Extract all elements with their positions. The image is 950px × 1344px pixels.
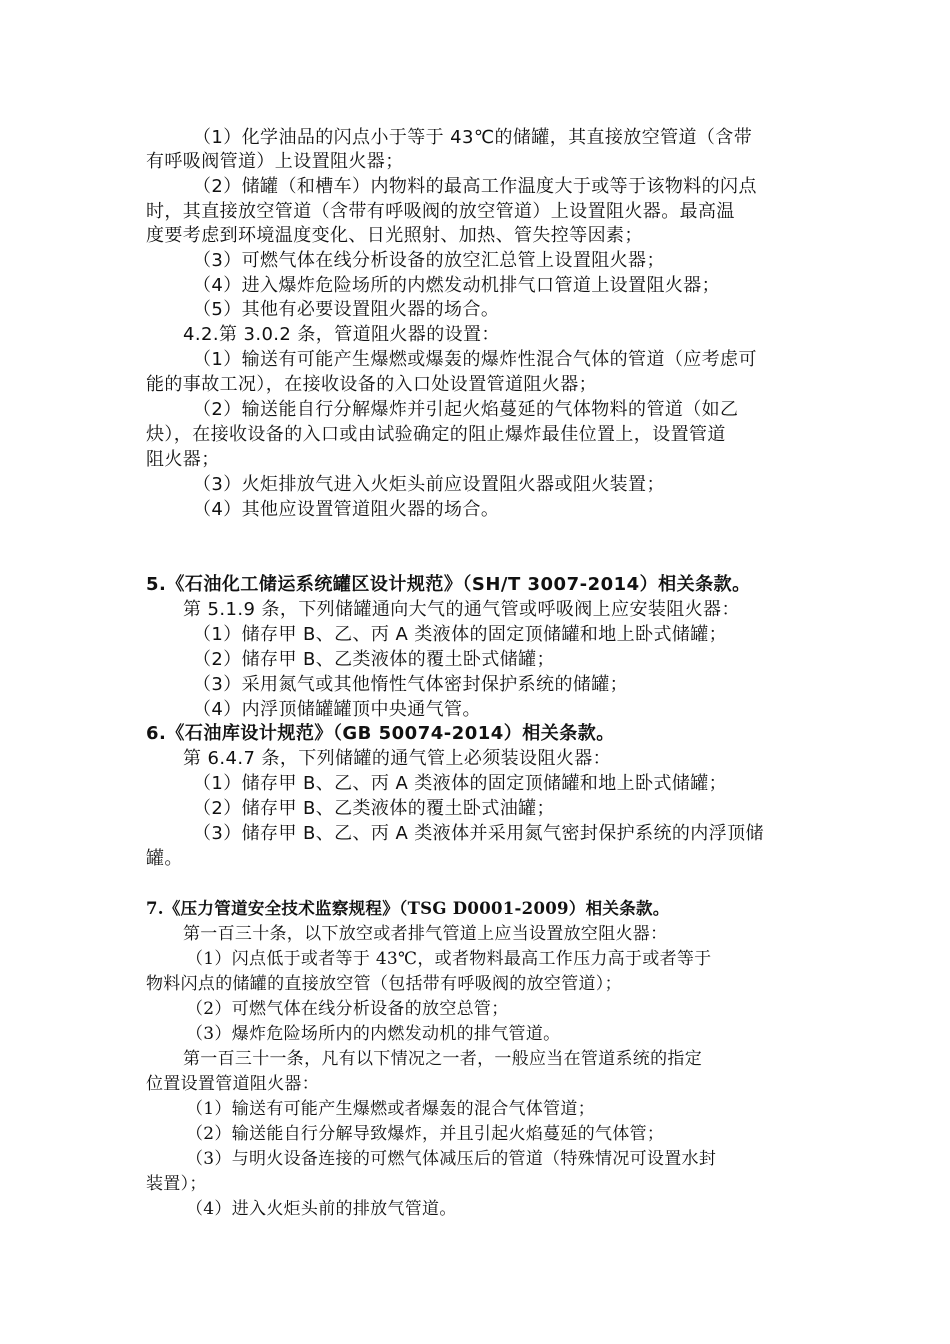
- s5-line-3: （2）储存甲 B、乙类液体的覆土卧式储罐；: [193, 649, 555, 670]
- s4-line-10: （1）输送有可能产生爆燃或爆轰的爆炸性混合气体的管道（应考虑可: [193, 349, 757, 370]
- s7-line-9: （2）输送能自行分解导致爆炸，并且引起火焰蔓延的气体管；: [186, 1124, 665, 1144]
- s4-line-15: （3）火炬排放气进入火炬头前应设置阻火器或阻火装置；: [193, 474, 665, 495]
- s7-line-4: （2）可燃气体在线分析设备的放空总管；: [186, 999, 509, 1019]
- s6-line-2: （1）储存甲 B、乙、丙 A 类液体的固定顶储罐和地上卧式储罐；: [193, 773, 728, 794]
- s7-line-7: 位置设置管道阻火器：: [146, 1074, 319, 1094]
- s7-heading: 7.《压力管道安全技术监察规程》（TSG D0001-2009）相关条款。: [146, 899, 670, 918]
- s5-line-1: 第 5.1.9 条，下列储罐通向大气的通气管或呼吸阀上应安装阻火器：: [183, 599, 740, 620]
- s4-line-4: 时，其直接放空管道（含带有呼吸阀的放空管道）上设置阻火器。最高温: [146, 201, 735, 222]
- s6-heading: 6.《石油库设计规范》（GB 50074-2014）相关条款。: [146, 723, 615, 744]
- s4-line-9: 4.2.第 3.0.2 条，管道阻火器的设置：: [183, 324, 500, 345]
- s6-line-1: 第 6.4.7 条，下列储罐的通气管上必须装设阻火器：: [183, 748, 612, 769]
- s4-line-14: 阻火器；: [146, 449, 220, 470]
- s4-line-3: （2）储罐（和槽车）内物料的最高工作温度大于或等于该物料的闪点: [193, 176, 757, 197]
- s4-line-6: （3）可燃气体在线分析设备的放空汇总管上设置阻火器；: [193, 250, 665, 271]
- s4-line-13: 炔），在接收设备的入口或由试验确定的阻止爆炸最佳位置上，设置管道: [146, 424, 726, 445]
- s4-line-12: （2）输送能自行分解爆炸并引起火焰蔓延的气体物料的管道（如乙: [193, 399, 739, 420]
- s5-line-4: （3）采用氮气或其他惰性气体密封保护系统的储罐；: [193, 674, 629, 695]
- s6-line-3: （2）储存甲 B、乙类液体的覆土卧式油罐；: [193, 798, 555, 819]
- s5-heading: 5.《石油化工储运系统罐区设计规范》（SH/T 3007-2014）相关条款。: [146, 574, 751, 595]
- s4-line-11: 能的事故工况），在接收设备的入口处设置管道阻火器；: [146, 374, 597, 395]
- s6-line-5: 罐。: [146, 848, 183, 869]
- s7-line-1: 第一百三十条，以下放空或者排气管道上应当设置放空阻火器：: [183, 924, 668, 944]
- s7-line-12: （4）进入火炬头前的排放气管道。: [186, 1199, 457, 1219]
- s4-line-2: 有呼吸阀管道）上设置阻火器；: [146, 151, 404, 172]
- s7-line-8: （1）输送有可能产生爆燃或者爆轰的混合气体管道；: [186, 1099, 596, 1119]
- s5-line-2: （1）储存甲 B、乙、丙 A 类液体的固定顶储罐和地上卧式储罐；: [193, 624, 728, 645]
- s7-line-11: 装置）；: [146, 1174, 207, 1194]
- s4-line-7: （4）进入爆炸危险场所的内燃发动机排气口管道上设置阻火器；: [193, 275, 721, 296]
- s4-line-5: 度要考虑到环境温度变化、日光照射、加热、管失控等因素；: [146, 225, 643, 246]
- s4-line-1: （1）化学油品的闪点小于等于 43℃的储罐，其直接放空管道（含带: [193, 127, 753, 148]
- s7-line-2: （1）闪点低于或者等于 43℃，或者物料最高工作压力高于或者等于: [186, 949, 712, 969]
- s4-line-8: （5）其他有必要设置阻火器的场合。: [193, 299, 500, 320]
- s7-line-6: 第一百三十一条，凡有以下情况之一者，一般应当在管道系统的指定: [183, 1049, 702, 1069]
- s7-line-3: 物料闪点的储罐的直接放空管（包括带有呼吸阀的放空管道）；: [146, 974, 622, 994]
- s5-line-5: （4）内浮顶储罐罐顶中央通气管。: [193, 699, 481, 720]
- s6-line-4: （3）储存甲 B、乙、丙 A 类液体并采用氮气密封保护系统的内浮顶储: [193, 823, 764, 844]
- s7-line-10: （3）与明火设备连接的可燃气体减压后的管道（特殊情况可设置水封: [186, 1149, 717, 1169]
- s7-line-5: （3）爆炸危险场所内的内燃发动机的排气管道。: [186, 1024, 561, 1044]
- s4-line-16: （4）其他应设置管道阻火器的场合。: [193, 499, 500, 520]
